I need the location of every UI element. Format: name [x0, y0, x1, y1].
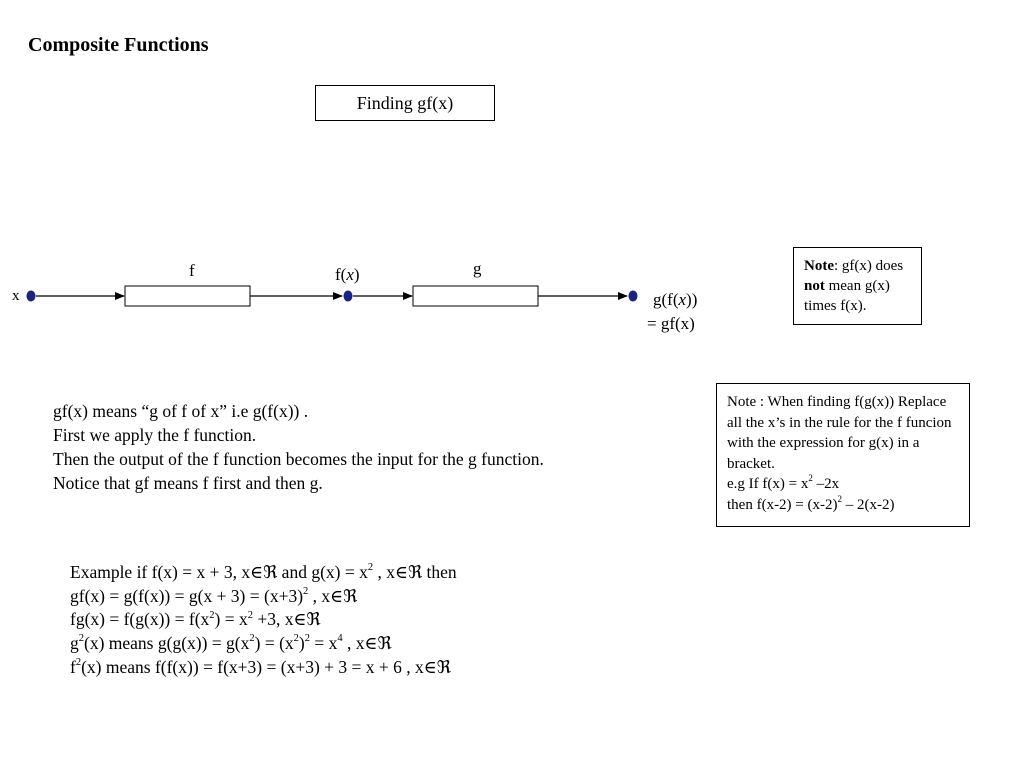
- note2-body: Note : When finding f(g(x)) Replace all the x’s in the rule for the f funcion with the expression for g(x) in a bracket.: [727, 394, 952, 472]
- page-title: Composite Functions: [28, 34, 209, 56]
- note2-then-line: then $f(x-2) = (x-2)^2 - 2(x-2)$: [727, 494, 895, 513]
- explanation-line-2: First we apply the f function.: [53, 425, 257, 445]
- g-label: g: [473, 259, 482, 278]
- example-line-5: $f^2(x)$ means f(f(x)) = f(x+3) = (x+3) + 3 = x + 6 , x∈ℜ: [70, 656, 451, 677]
- example-line-4: $g^2(x)$ means $g(g(x)) = g(x^2) = (x^2)^2 = x^4$ , x∈ℜ: [70, 633, 392, 654]
- fx-node: [344, 291, 353, 302]
- explanation-line-4: Notice that gf means f first and then g.: [53, 473, 323, 493]
- note2-eg-line: e.g If $f(x) = x^2$ –2x: [727, 473, 840, 493]
- output-gf-equals-label: = gf(x): [647, 314, 695, 333]
- fx-label: f(x): [335, 265, 360, 284]
- finding-gf-box: Finding gf(x): [315, 85, 495, 121]
- example-line-2: $gf(x) = g(f(x)) = g(x + 3) = (x+3)^2$ , x∈ℜ: [70, 585, 358, 606]
- output-gfx-label: g(f(x)): [653, 290, 698, 309]
- example-block: [70, 561, 457, 680]
- explanation-line-3: Then the output of the f function becomes the input for the g function.: [53, 449, 544, 469]
- output-node: [629, 291, 638, 302]
- input-x-label: x: [12, 288, 20, 304]
- example-line-1: Example if f(x) = x + 3, x∈ℜ and $g(x) = x^2$ , x∈ℜ then: [70, 562, 457, 582]
- explanation-paragraph: [53, 399, 544, 495]
- note-finding-fgx-box: [716, 383, 970, 527]
- example-line-3: $fg(x) = f(g(x)) = f(x^2) = x^2 +3$, x∈ℜ: [70, 609, 321, 630]
- input-node: [27, 291, 36, 302]
- f-function-box: [125, 286, 250, 306]
- f-label: f: [189, 261, 195, 280]
- g-function-box: [413, 286, 538, 306]
- explanation-line-1: gf(x) means “g of f of x” i.e g(f(x)) .: [53, 401, 309, 421]
- note-not-times-box: Note: gf(x) does not mean g(x) times f(x).: [793, 247, 922, 325]
